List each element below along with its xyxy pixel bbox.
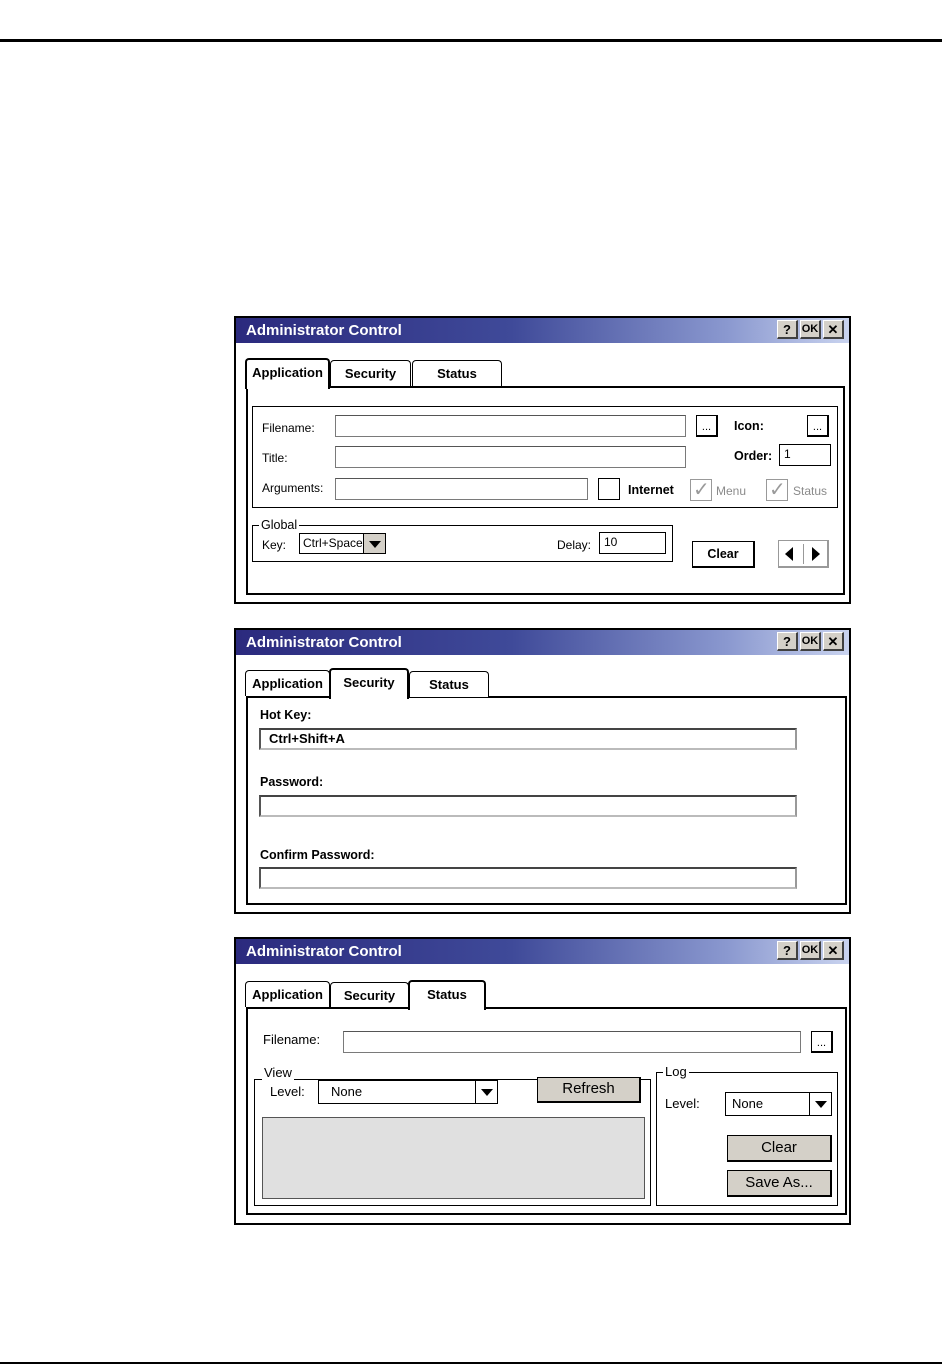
dropdown-arrow-icon bbox=[475, 1081, 497, 1103]
close-icon: ✕ bbox=[827, 943, 839, 958]
close-button[interactable] bbox=[823, 941, 844, 960]
tab-application[interactable]: Application bbox=[245, 981, 330, 1007]
window-title: Administrator Control bbox=[246, 634, 402, 651]
view-level-label: Level: bbox=[270, 1084, 305, 1099]
page-bottom-rule bbox=[0, 1362, 942, 1364]
view-label: View bbox=[264, 1065, 292, 1080]
admin-dialog-application bbox=[234, 316, 851, 604]
order-label: Order: bbox=[734, 449, 773, 463]
hotkey-input[interactable]: Ctrl+Shift+A bbox=[259, 728, 797, 750]
menu-label: Menu bbox=[716, 484, 747, 498]
title-label: Title: bbox=[262, 451, 288, 465]
tab-application[interactable]: Application bbox=[245, 358, 330, 389]
arguments-input[interactable] bbox=[335, 478, 588, 500]
internet-label: Internet bbox=[628, 483, 674, 497]
refresh-button[interactable]: Refresh bbox=[537, 1077, 641, 1103]
help-button[interactable]: ? bbox=[777, 941, 798, 960]
page-top-rule bbox=[0, 39, 942, 42]
close-button[interactable] bbox=[823, 632, 844, 651]
password-input[interactable] bbox=[259, 795, 797, 817]
tab-application[interactable]: Application bbox=[245, 670, 330, 696]
tab-security[interactable]: Security bbox=[330, 360, 411, 386]
hotkey-label: Hot Key: bbox=[260, 708, 312, 722]
key-label: Key: bbox=[262, 538, 287, 552]
log-level-combo[interactable]: None bbox=[725, 1092, 832, 1116]
close-button[interactable] bbox=[823, 320, 844, 339]
confirm-password-input[interactable] bbox=[259, 867, 797, 889]
ok-button[interactable]: OK bbox=[800, 320, 821, 339]
save-as-button[interactable]: Save As... bbox=[727, 1170, 832, 1197]
close-icon: ✕ bbox=[827, 634, 839, 649]
ok-button[interactable]: OK bbox=[800, 632, 821, 651]
delay-input[interactable]: 10 bbox=[599, 532, 666, 554]
internet-checkbox[interactable] bbox=[598, 478, 620, 500]
tab-security[interactable]: Security bbox=[330, 982, 409, 1007]
view-output-area bbox=[262, 1117, 645, 1199]
arrow-right-icon[interactable] bbox=[812, 547, 820, 561]
order-input[interactable]: 1 bbox=[779, 444, 831, 466]
checkmark-icon: ✓ bbox=[769, 479, 786, 501]
status-checkbox[interactable] bbox=[766, 479, 788, 501]
status-label: Status bbox=[793, 484, 828, 498]
dropdown-arrow-icon bbox=[363, 534, 385, 553]
global-label: Global bbox=[261, 518, 298, 532]
log-level-label: Level: bbox=[665, 1096, 700, 1111]
log-clear-button[interactable]: Clear bbox=[727, 1135, 832, 1162]
help-button[interactable]: ? bbox=[777, 632, 798, 651]
ok-button[interactable]: OK bbox=[800, 941, 821, 960]
close-icon: ✕ bbox=[827, 322, 839, 337]
tab-status[interactable]: Status bbox=[409, 671, 489, 697]
title-bar bbox=[236, 939, 849, 964]
confirm-password-label: Confirm Password: bbox=[260, 848, 375, 862]
filename-input[interactable] bbox=[335, 415, 686, 437]
filename-input[interactable] bbox=[343, 1031, 801, 1053]
checkmark-icon: ✓ bbox=[693, 479, 710, 501]
filename-label: Filename: bbox=[263, 1032, 321, 1047]
password-label: Password: bbox=[260, 775, 324, 789]
title-bar bbox=[236, 318, 849, 343]
filename-browse-button[interactable]: ... bbox=[811, 1031, 833, 1053]
title-bar bbox=[236, 630, 849, 655]
tab-status[interactable]: Status bbox=[412, 360, 502, 386]
title-input[interactable] bbox=[335, 446, 686, 468]
tab-security[interactable]: Security bbox=[329, 668, 409, 699]
icon-label: Icon: bbox=[734, 419, 764, 433]
button-divider bbox=[803, 544, 804, 564]
dropdown-arrow-icon bbox=[809, 1093, 831, 1115]
help-button[interactable]: ? bbox=[777, 320, 798, 339]
filename-browse-button[interactable]: ... bbox=[696, 415, 718, 437]
filename-label: Filename: bbox=[262, 421, 315, 435]
admin-dialog-security bbox=[234, 628, 851, 914]
delay-label: Delay: bbox=[557, 538, 592, 552]
menu-checkbox[interactable] bbox=[690, 479, 712, 501]
prev-next-buttons bbox=[778, 540, 829, 568]
clear-button[interactable]: Clear bbox=[692, 541, 755, 568]
log-label: Log bbox=[665, 1064, 687, 1079]
key-combo[interactable]: Ctrl+Space bbox=[299, 533, 386, 554]
view-level-combo[interactable]: None bbox=[318, 1080, 498, 1104]
window-title: Administrator Control bbox=[246, 322, 402, 339]
arrow-left-icon[interactable] bbox=[785, 547, 793, 561]
tab-status[interactable]: Status bbox=[408, 980, 486, 1010]
admin-dialog-status bbox=[234, 937, 851, 1225]
icon-browse-button[interactable]: ... bbox=[807, 415, 829, 437]
window-title: Administrator Control bbox=[246, 943, 402, 960]
arguments-label: Arguments: bbox=[262, 481, 324, 495]
